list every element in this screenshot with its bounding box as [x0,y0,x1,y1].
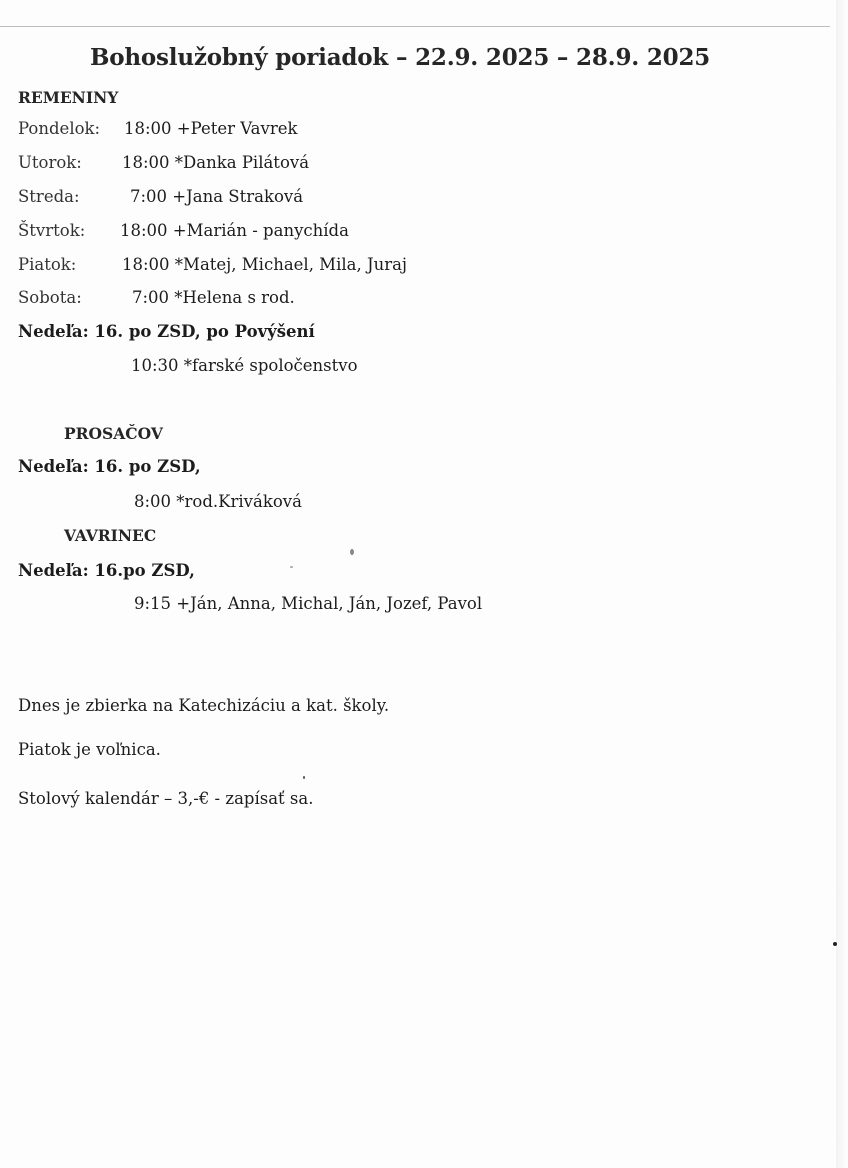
mass-entry: 7:00 *Helena s rod. [132,288,295,307]
scan-speck [350,549,354,555]
section-heading-remeniny: REMENINY [18,88,119,107]
day-label: Utorok: [18,153,82,172]
day-label: Sobota: [18,288,82,307]
scan-speck [833,942,837,946]
mass-entry: 18:00 *Danka Pilátová [122,153,310,172]
sunday-mass-remeniny: 10:30 *farské spoločenstvo [131,356,358,375]
mass-entry: 18:00 *Matej, Michael, Mila, Juraj [122,255,408,274]
sunday-mass-prosacov: 8:00 *rod.Kriváková [134,492,302,511]
sunday-heading-remeniny: Nedeľa: 16. po ZSD, po Povýšení [18,322,315,341]
scan-speck [303,776,305,779]
sunday-heading-vavrinec: Nedeľa: 16.po ZSD, [18,561,195,580]
top-scan-edge [0,26,830,27]
mass-entry: 18:00 +Marián - panychída [120,221,349,240]
day-label: Štvrtok: [18,221,86,240]
mass-entry: 7:00 +Jana Straková [130,187,304,206]
scan-speck [290,566,293,568]
day-label: Piatok: [18,255,77,274]
mass-entry: 18:00 +Peter Vavrek [124,119,298,138]
day-label: Pondelok: [18,119,101,138]
day-label: Streda: [18,187,80,206]
sunday-mass-vavrinec: 9:15 +Ján, Anna, Michal, Ján, Jozef, Pavol [134,594,483,613]
page-title: Bohoslužobný poriadok – 22.9. 2025 – 28.9. 2025 [90,44,711,71]
announcement-free-day: Piatok je voľnica. [18,740,161,759]
section-heading-prosacov: PROSAČOV [64,424,163,443]
announcement-collection: Dnes je zbierka na Katechizáciu a kat. školy. [18,696,390,715]
right-scan-edge [836,0,848,1168]
sunday-heading-prosacov: Nedeľa: 16. po ZSD, [18,457,201,476]
section-heading-vavrinec: VAVRINEC [64,526,157,545]
announcement-calendar: Stolový kalendár – 3,-€ - zapísať sa. [18,789,314,808]
